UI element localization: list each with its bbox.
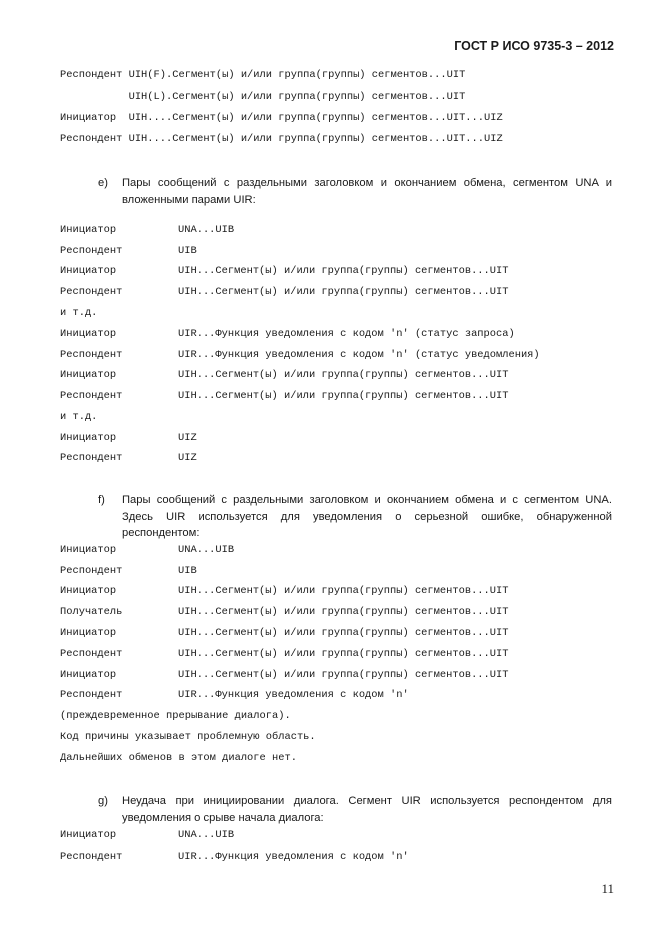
paragraph-text: Неудача при инициировании диалога. Сегмент UIR используется респондентом для уведомления о срыве начала диалога: [122,795,612,824]
messages: UIH...Сегмент(ы) и/или группа(группы) сегментов...UIT [178,669,509,681]
exchange-row [60,544,234,556]
messages: UIH...Сегмент(ы) и/или группа(группы) сегментов...UIT [178,585,509,597]
list-label: f) [98,494,105,506]
party: Инициатор [60,544,117,556]
code-line: Инициатор UIH....Сегмент(ы) и/или группа(группы) сегментов...UIT...UIZ [60,112,503,124]
party: Инициатор [60,432,117,444]
exchange-row [60,452,197,464]
messages: UIH...Сегмент(ы) и/или группа(группы) сегментов...UIT [178,606,509,618]
messages: UNA...UIB [178,544,235,556]
exchange-row [60,307,178,319]
exchange-row [60,851,409,863]
page-number: 11 [601,881,614,896]
party: Респондент [60,452,123,464]
messages: UIH...Сегмент(ы) и/или группа(группы) сегментов...UIT [178,286,509,298]
exchange-row [60,606,508,618]
party: Инициатор [60,829,117,841]
party: Респондент [60,689,123,701]
messages: UIH...Сегмент(ы) и/или группа(группы) сегментов...UIT [178,369,509,381]
party: Инициатор [60,328,117,340]
exchange-row [60,245,197,257]
code-line: Респондент UIH....Сегмент(ы) и/или группа(группы) сегментов...UIT...UIZ [60,133,503,145]
party: Респондент [60,851,123,863]
paragraph-text: Пары сообщений с раздельными заголовком и окончанием обмена и с сегментом UNA. Здесь UIR используется для уведомления о серьезной ошибке, обнаруженной респондентом: [122,494,612,539]
messages: UIR...Функция уведомления с кодом 'n' (статус уведомления) [178,349,540,361]
exchange-row [60,369,508,381]
exchange-row [60,829,234,841]
party: Респондент [60,349,123,361]
document-header: ГОСТ Р ИСО 9735-3 – 2012 [454,39,614,53]
messages: UIH...Сегмент(ы) и/или группа(группы) сегментов...UIT [178,390,509,402]
note-line: Дальнейших обменов в этом диалоге нет. [60,752,297,764]
party: Респондент [60,245,123,257]
exchange-row [60,689,409,701]
messages: UIR...Функция уведомления с кодом 'n' [178,851,409,863]
messages: UNA...UIB [178,829,235,841]
exchange-row [60,349,540,361]
messages: UIB [178,565,197,577]
party: и т.д. [60,307,98,319]
messages: UIB [178,245,197,257]
party: Респондент [60,648,123,660]
exchange-row [60,328,515,340]
party: и т.д. [60,411,98,423]
party: Инициатор [60,369,117,381]
paragraph-text: Пары сообщений с раздельными заголовком и окончанием обмена, сегментом UNA и вложенными парами UIR: [122,177,612,206]
list-label: g) [98,795,108,807]
party: Инициатор [60,627,117,639]
exchange-row [60,669,508,681]
messages: UIH...Сегмент(ы) и/или группа(группы) сегментов...UIT [178,627,509,639]
code-line: Респондент UIH(F).Сегмент(ы) и/или группа(группы) сегментов...UIT [60,69,466,81]
messages: UIH...Сегмент(ы) и/или группа(группы) сегментов...UIT [178,265,509,277]
messages: UIZ [178,432,197,444]
messages: UIR...Функция уведомления с кодом 'n' (статус запроса) [178,328,515,340]
list-label: e) [98,177,108,189]
exchange-row [60,265,508,277]
party: Инициатор [60,585,117,597]
messages: UIR...Функция уведомления с кодом 'n' [178,689,409,701]
exchange-row [60,411,178,423]
messages: UIZ [178,452,197,464]
messages: UIH...Сегмент(ы) и/или группа(группы) сегментов...UIT [178,648,509,660]
party: Инициатор [60,265,117,277]
code-line: UIH(L).Сегмент(ы) и/или группа(группы) сегментов...UIT [60,91,466,103]
exchange-row [60,585,508,597]
exchange-row [60,648,508,660]
note-line: Код причины указывает проблемную область. [60,731,316,743]
party: Инициатор [60,669,117,681]
party: Инициатор [60,224,117,236]
exchange-row [60,432,197,444]
party: Получатель [60,606,123,618]
note-line: (преждевременное прерывание диалога). [60,710,291,722]
exchange-row [60,390,508,402]
party: Респондент [60,286,123,298]
exchange-row [60,286,508,298]
messages: UNA...UIB [178,224,235,236]
party: Респондент [60,565,123,577]
exchange-row [60,224,234,236]
exchange-row [60,565,197,577]
party: Респондент [60,390,123,402]
exchange-row [60,627,508,639]
